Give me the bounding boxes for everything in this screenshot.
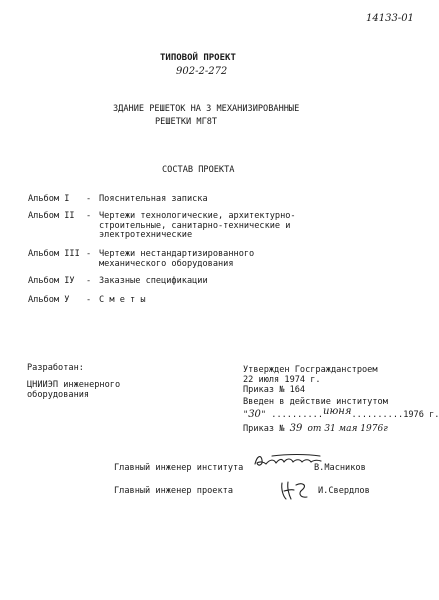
approval-line3: Приказ № 164 [243,385,306,395]
enactment-date [243,406,439,421]
album-label: Альбом II [28,211,75,221]
date-month: июня [323,406,352,417]
album-dash: - [86,295,92,305]
approval-line4: Введен в действие институтом [243,397,388,407]
album-description: Чертежи нестандартизированного механического оборудования [99,249,255,269]
album-dash: - [86,249,92,259]
album-description: Чертежи технологические, архитектурно- строительные, санитарно-технические и электротехнические [99,211,296,241]
chief-project-name: И.Свердлов [318,486,370,496]
album-description: С м е т ы [99,295,146,305]
date-year: ..........1976 г. [351,410,439,420]
project-number: 902-2-272 [176,66,228,77]
album-description: Заказные спецификации [99,276,208,286]
approval-line1: Утвержден Госгражданстроем [243,365,378,375]
institute-order [243,423,388,435]
approval-line2: 22 июля 1974 г. [243,375,321,385]
order-number: 39 [289,423,303,434]
building-title-line1: ЗДАНИЕ РЕШЕТОК НА 3 МЕХАНИЗИРОВАННЫЕ [113,104,300,114]
developer-org-line1: ЦНИИЭП инженерного [27,380,121,390]
developer-org-line2: оборудования [27,390,90,400]
document-number: 14133-01 [366,13,414,24]
order-prefix: Приказ № [243,424,285,434]
album-dash: - [86,211,92,221]
album-label: Альбом I [28,194,70,204]
chief-project-signature [278,479,312,503]
building-title-line2: РЕШЕТКИ МГ8Т [155,117,218,127]
project-type-heading: ТИПОВОЙ ПРОЕКТ [160,53,236,63]
chief-project-label: Главный инженер проекта [114,486,233,496]
chief-institute-label: Главный инженер института [114,463,244,473]
date-quote: " [243,410,249,420]
album-description: Пояснительная записка [99,194,208,204]
date-filler: " .......... [260,410,324,420]
album-dash: - [86,194,92,204]
album-label: Альбом У [28,295,70,305]
developer-label: Разработан: [27,363,84,373]
album-label: Альбом III [28,249,80,259]
album-label: Альбом IУ [28,276,75,286]
order-date: от 31 мая 1976г [307,424,388,434]
date-day: 30 [248,409,261,420]
album-dash: - [86,276,92,286]
chief-institute-name: В.Масников [314,463,366,473]
composition-title: СОСТАВ ПРОЕКТА [162,165,235,175]
